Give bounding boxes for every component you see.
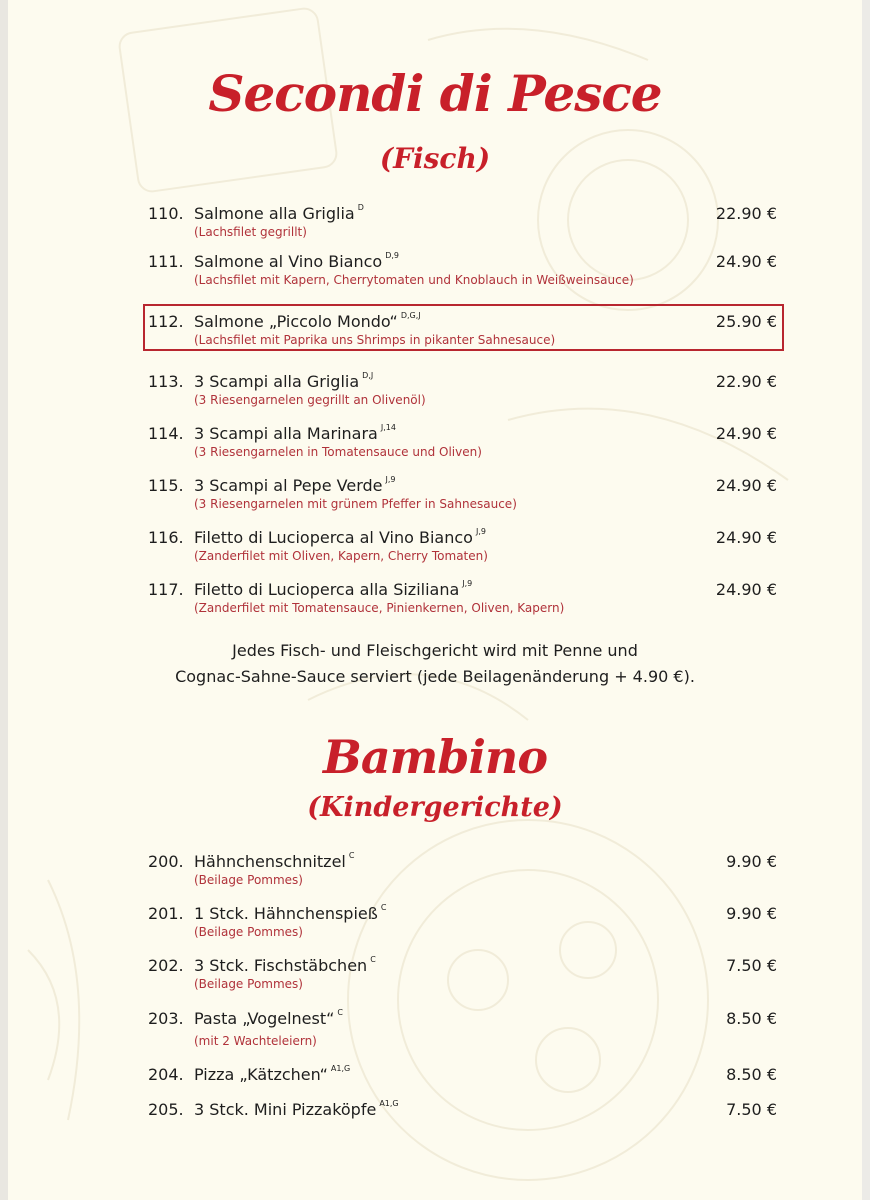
item-name: Filetto di Lucioperca al Vino Bianco $^{J,9}$ (194, 526, 486, 547)
allergen-codes: C (348, 850, 355, 860)
item-number: 116. (148, 528, 184, 547)
item-description: (3 Riesengarnelen in Tomatensauce und Oliven) (194, 445, 482, 459)
item-price: 24.90 € (715, 424, 777, 443)
item-description: (Lachsfilet mit Paprika uns Shrimps in pikanter Sahnesauce) (194, 333, 556, 347)
item-number: 204. (148, 1065, 184, 1084)
item-price: 24.90 € (715, 580, 777, 599)
allergen-codes: A1,G (330, 1063, 351, 1073)
item-description: (mit 2 Wachteleiern) (194, 1034, 317, 1048)
item-price: 22.90 € (715, 204, 777, 223)
item-description: (Lachsfilet gegrillt) (194, 225, 307, 239)
item-name: 3 Stck. Fischstäbchen $^C$ (194, 954, 376, 975)
item-number: 203. (148, 1009, 184, 1028)
item-description: (Zanderfilet mit Oliven, Kapern, Cherry Tomaten) (194, 549, 488, 563)
item-name: Salmone al Vino Bianco $^{D,9}$ (194, 250, 399, 271)
item-number: 200. (148, 852, 184, 871)
allergen-codes: C (380, 902, 387, 912)
item-number: 201. (148, 904, 184, 923)
allergen-codes: D,9 (385, 250, 399, 260)
item-description: (Lachsfilet mit Kapern, Cherrytomaten und Knoblauch in Weißweinsauce) (194, 273, 634, 287)
item-price: 8.50 € (726, 1065, 777, 1084)
item-price: 25.90 € (715, 312, 777, 331)
item-number: 202. (148, 956, 184, 975)
allergen-codes: C (370, 954, 376, 964)
item-name: 3 Scampi alla Marinara $^{J,14}$ (194, 422, 396, 443)
item-name: 3 Scampi alla Griglia $^{D,J}$ (194, 370, 374, 391)
page-edge-right (862, 0, 870, 1200)
section-subtitle-bambino: (Kindergerichte) (307, 792, 563, 823)
item-name: Hähnchenschnitzel $^C$ (194, 850, 355, 871)
item-name: 3 Stck. Mini Pizzaköpfe $^{A1,G}$ (194, 1098, 399, 1119)
item-description: (Beilage Pommes) (194, 977, 303, 991)
side-dish-note (0, 638, 870, 690)
item-price: 22.90 € (715, 372, 777, 391)
allergen-codes: D,G,J (400, 310, 421, 320)
item-number: 205. (148, 1100, 184, 1119)
item-price: 7.50 € (726, 956, 777, 975)
item-number: 117. (148, 580, 184, 599)
item-name: Pizza „Kätzchen“ $^{A1,G}$ (194, 1063, 351, 1084)
item-description: (Beilage Pommes) (194, 873, 303, 887)
item-price: 9.90 € (726, 852, 777, 871)
item-number: 113. (148, 372, 184, 391)
item-number: 110. (148, 204, 184, 223)
section-title-bambino: Bambino (322, 730, 548, 784)
item-name: 1 Stck. Hähnchenspieß $^C$ (194, 902, 387, 923)
item-price: 8.50 € (726, 1009, 777, 1028)
item-price: 9.90 € (726, 904, 777, 923)
allergen-codes: A1,G (379, 1098, 399, 1108)
item-name: Filetto di Lucioperca alla Siziliana $^{J,9}$ (194, 578, 473, 599)
item-description: (3 Riesengarnelen mit grünem Pfeffer in Sahnesauce) (194, 497, 517, 511)
item-description: (Beilage Pommes) (194, 925, 303, 939)
allergen-codes: J,14 (380, 422, 396, 432)
item-description: (Zanderfilet mit Tomatensauce, Pinienkernen, Oliven, Kapern) (194, 601, 565, 615)
allergen-codes: J,9 (475, 526, 486, 536)
item-price: 24.90 € (715, 252, 777, 271)
item-name: 3 Scampi al Pepe Verde $^{J,9}$ (194, 474, 396, 495)
section-subtitle-fish: (Fisch) (379, 142, 491, 175)
allergen-codes: D (357, 202, 364, 212)
item-name: Salmone „Piccolo Mondo“ $^{D,G,J}$ (194, 310, 421, 331)
section-title-fish: Secondi di Pesce (208, 64, 662, 123)
page-edge-left (0, 0, 8, 1200)
allergen-codes: J,9 (385, 474, 396, 484)
allergen-codes: C (337, 1007, 343, 1017)
allergen-codes: D,J (362, 370, 374, 380)
item-price: 24.90 € (715, 528, 777, 547)
item-number: 114. (148, 424, 184, 443)
note-line-2: Cognac-Sahne-Sauce serviert (jede Beilagenänderung + 4.90 €). (175, 667, 695, 686)
note-line-1: Jedes Fisch- und Fleischgericht wird mit Penne und (232, 641, 638, 660)
item-description: (3 Riesengarnelen gegrillt an Olivenöl) (194, 393, 426, 407)
allergen-codes: J,9 (462, 578, 473, 588)
item-name: Salmone alla Griglia $^D$ (194, 202, 364, 223)
item-number: 111. (148, 252, 184, 271)
item-name: Pasta „Vogelnest“ $^C$ (194, 1007, 343, 1028)
item-number: 115. (148, 476, 184, 495)
item-number: 112. (148, 312, 184, 331)
item-price: 24.90 € (715, 476, 777, 495)
item-price: 7.50 € (726, 1100, 777, 1119)
